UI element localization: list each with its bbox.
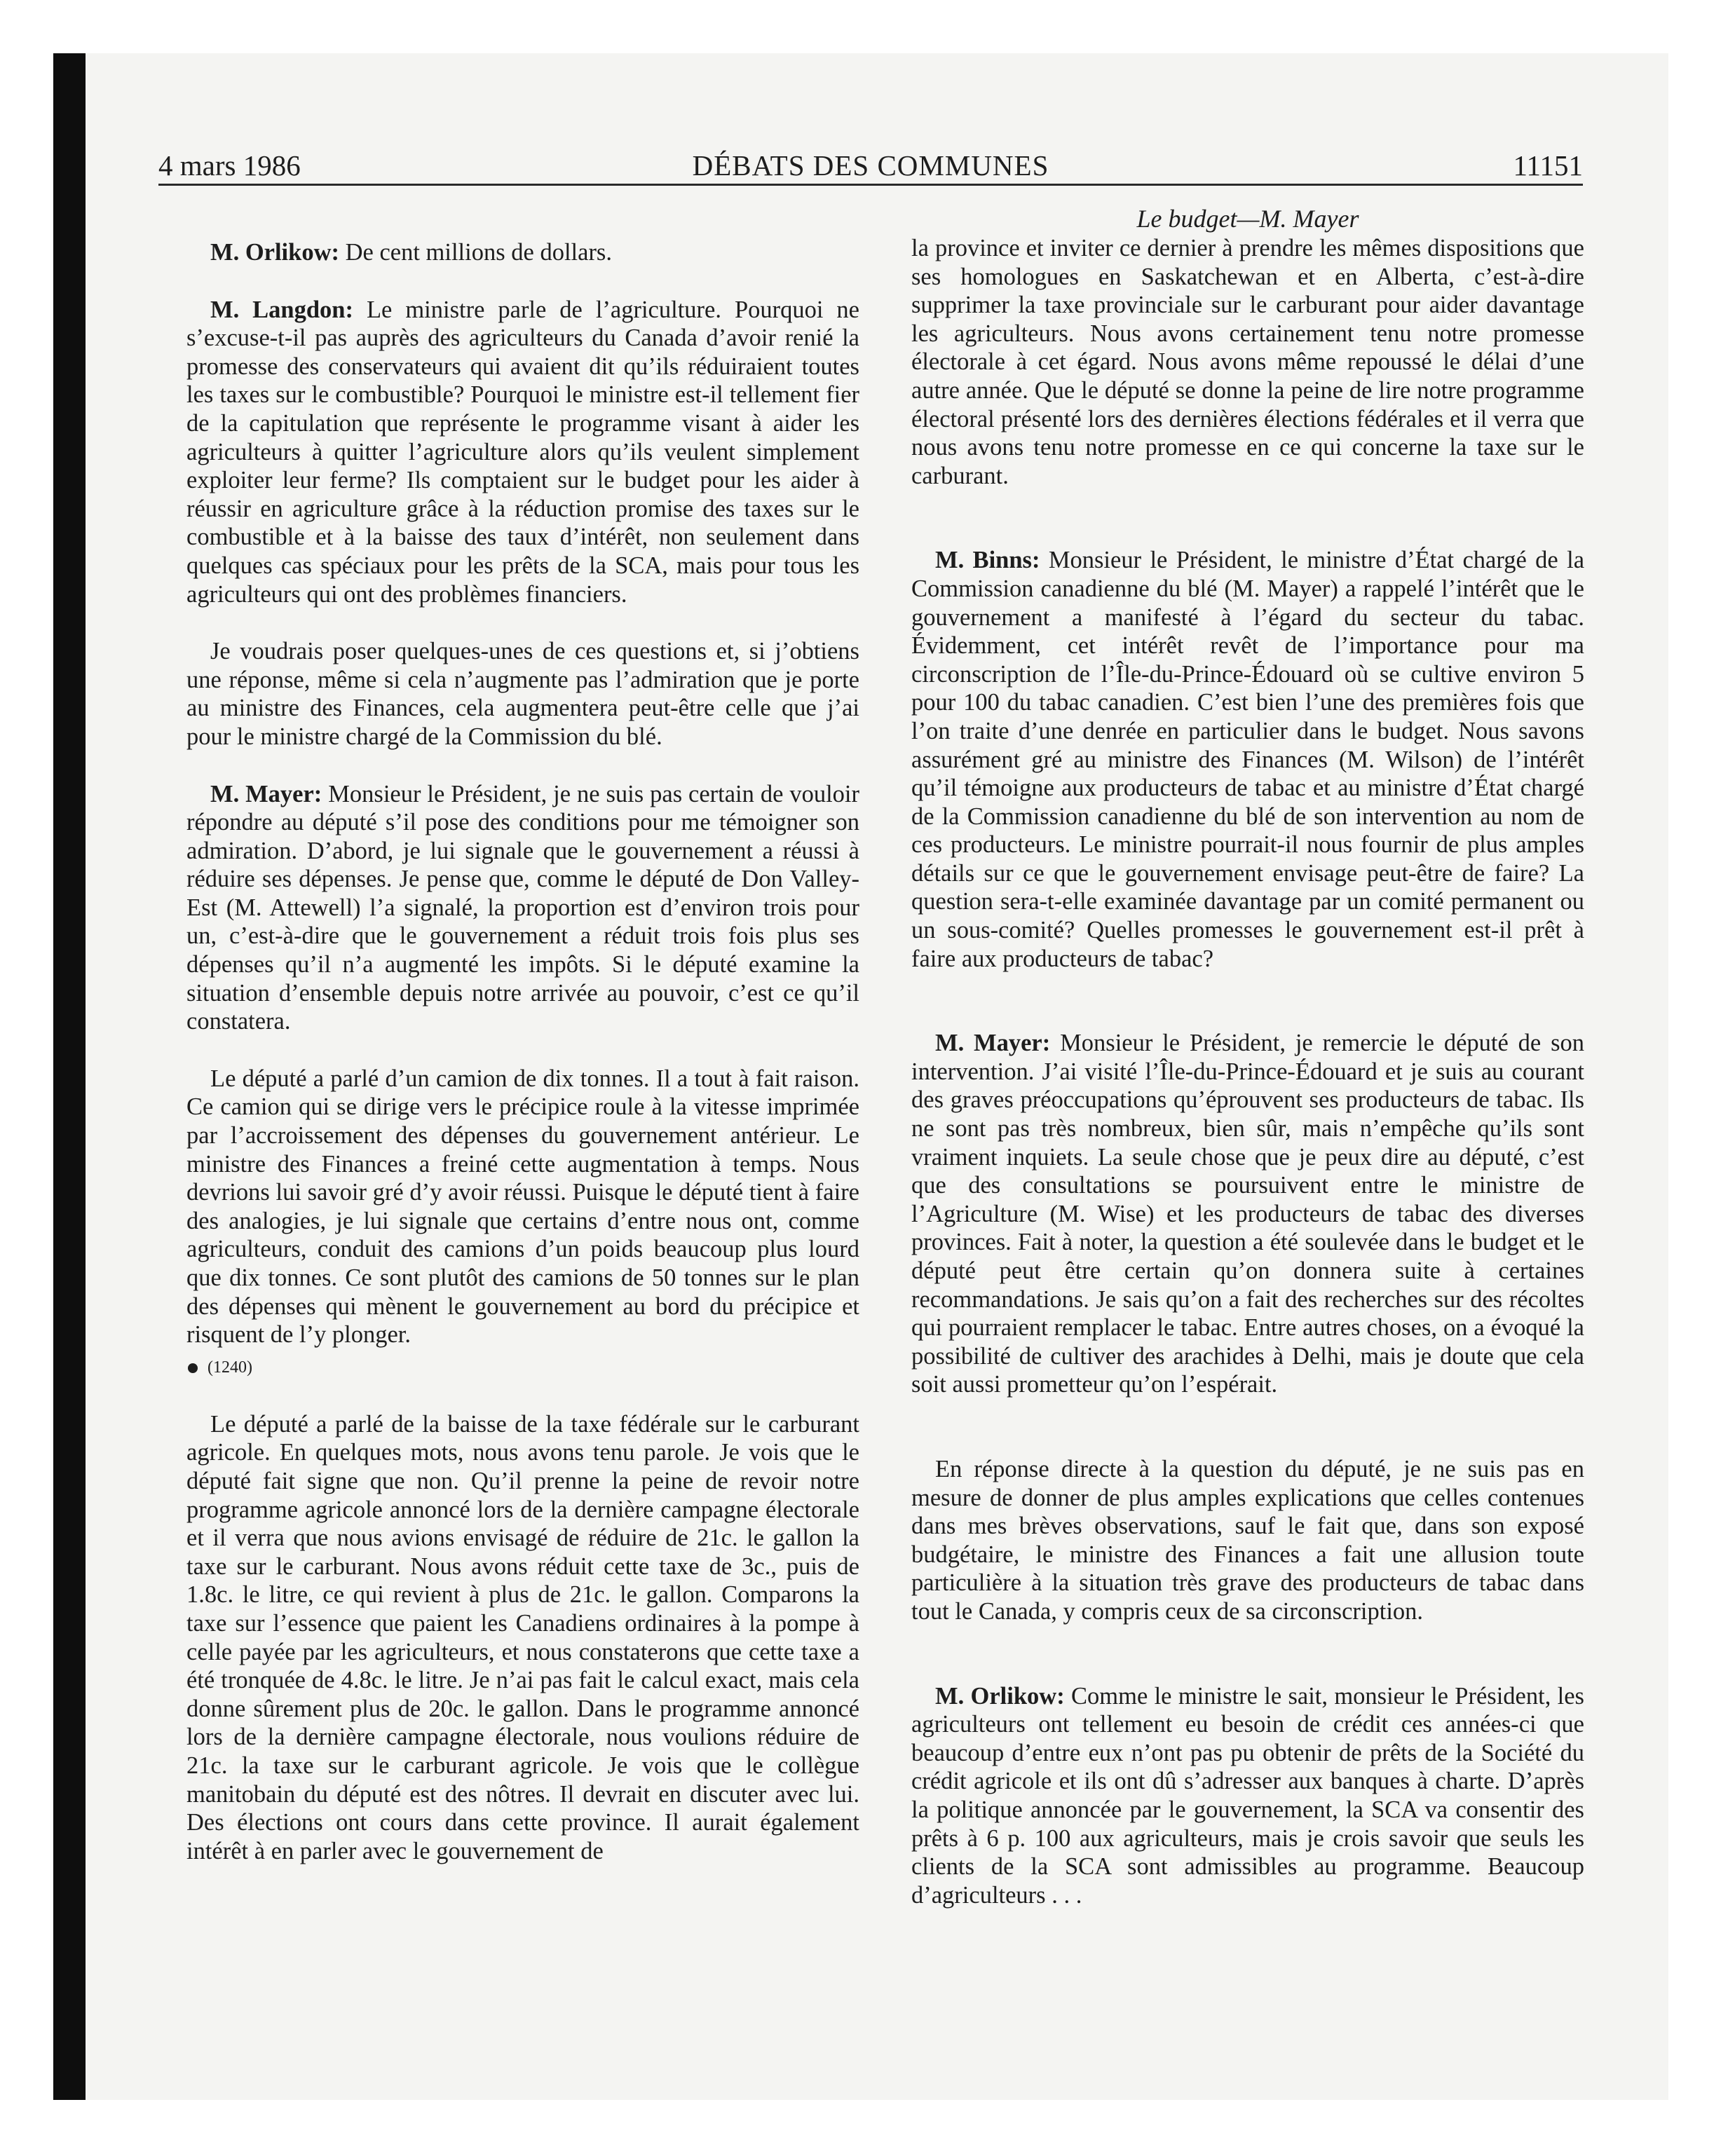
header-title: DÉBATS DES COMMUNES: [692, 149, 1049, 182]
paragraph: [911, 234, 1584, 490]
paragraph-text: Monsieur le Président, le ministre d’État chargé de la Commission canadienne du blé (M. Mayer) a rappelé l’intérêt que le gouvernement a manifesté à l’égard du secteur du tabac. Évidemment, cet intérêt revêt de l’importance pour ma circonscription de l’Île-du-Prince-Édouard où se cultive environ 5 pour 100 du tabac canadien. C’est bien l’une des premières fois que l’on traite d’une denrée en particulier dans le budget. Nous savons assurément gré au ministre des Finances (M. Wilson) de l’intérêt qu’il témoigne aux producteurs de tabac et au ministre d’État chargé de la Commission canadienne du blé de son intervention au nom de ces producteurs. Le ministre pourrait-il nous fournir de plus amples détails sur ce que le gouvernement envisage peut-être de faire? La question sera-t-elle examinée davantage par un comité permanent ou un sous-comité? Quelles promesses le gouvernement est-il prêt à faire aux producteurs de tabac?: [911, 547, 1585, 972]
paragraph: [186, 780, 859, 1036]
paragraph: [186, 238, 859, 267]
speaker-name: M. Mayer:: [210, 780, 322, 807]
paragraph: [186, 296, 859, 609]
paragraph-text: Comme le ministre le sait, monsieur le Président, les agriculteurs ont tellement eu besoin de crédit ces années-ci que beaucoup d’entre eux n’ont pas pu obtenir de prêts de la Société du crédit agricole et ils ont dû s’adresser aux banques à charte. D’après la politique annoncée par le gouvernement, la SCA va consentir des prêts à 6 p. 100 aux agriculteurs, mais je crois savoir que seuls les clients de la SCA sont admissibles au programme. Beaucoup d’agriculteurs . . .: [911, 1682, 1584, 1909]
header-date: 4 mars 1986: [158, 149, 301, 182]
paragraph: [911, 1682, 1584, 1910]
paragraph-text: Je voudrais poser quelques-unes de ces questions et, si j’obtiens une réponse, même si cela n’augmente pas l’admiration que je porte au ministre des Finances, cela augmentera peut-être celle que j’ai pour le ministre chargé de la Commission du blé.: [186, 638, 859, 750]
left-column: [186, 238, 859, 1865]
paragraph-text: Le député a parlé d’un camion de dix tonnes. Il a tout à fait raison. Ce camion qui se dirige vers le précipice roule à la vitesse imprimée par l’accroissement des dépenses du gouvernement antérieur. Le ministre des Finances a freiné cette augmentation à temps. Nous devrions lui savoir gré d’y avoir réussi. Puisque le député tient à faire des analogies, je lui signale que certains d’entre nous ont, comme agriculteurs, conduit des camions d’un poids beaucoup plus lourd que dix tonnes. Ce sont plutôt des camions de 50 tonnes sur le plan des dépenses qui mènent le gouvernement au bord du précipice et risquent de l’y plonger.: [186, 1065, 859, 1349]
paragraph-text: Le député a parlé de la baisse de la taxe fédérale sur le carburant agricole. En quelques mots, nous avons tenu parole. Je vois que le député fait signe que non. Qu’il prenne la peine de revoir notre programme agricole annoncé lors de la dernière campagne électorale et il verra que nous avions envisagé de réduire de 21c. le gallon la taxe sur le carburant. Nous avons réduit cette taxe de 3c., puis de 1.8c. le litre, ce qui revient à plus de 21c. le gallon. Comparons la taxe sur l’essence que paient les Canadiens ordinaires à la pompe à celle payée par les agriculteurs, et nous constaterons que cette taxe a été tronquée de 4.8c. le litre. Je n’ai pas fait le calcul exact, mais cela donne sûrement plus de 20c. le gallon. Dans le programme annoncé lors de la dernière campagne électorale, nous voulions réduire de 21c. la taxe sur le carburant agricole. Je vois que le collègue manitobain du député est des nôtres. Il devrait en discuter avec lui. Des élections ont cours dans cette province. Il aurait également intérêt à en parler avec le gouvernement de: [186, 1410, 859, 1864]
section-heading: Le budget—M. Mayer: [1136, 205, 1359, 233]
paragraph-text: Monsieur le Président, je ne suis pas certain de vouloir répondre au député s’il pose des conditions pour me témoigner son admiration. D’abord, je lui signale que le gouvernement a réussi à réduire ses dépenses. Je pense que, comme le député de Don Valley-Est (M. Attewell) l’a signalé, la proportion est d’environ trois pour un, c’est-à-dire que le gouvernement a réduit trois fois plus ses dépenses qu’il n’a augmenté les impôts. Si le député examine la situation d’ensemble depuis notre arrivée au pouvoir, c’est ce qu’il constatera.: [186, 780, 859, 1035]
paragraph-text: Le ministre parle de l’agriculture. Pourquoi ne s’excuse-t-il pas auprès des agriculteurs du Canada d’avoir renié la promesse des conservateurs qui avaient dit qu’ils réduiraient toutes les taxes sur le combustible? Pourquoi le ministre est-il tellement fier de la capitulation que représente le programme visant à aider les agriculteurs à quitter l’agriculture alors qu’ils veulent simplement exploiter leur ferme? Ils comptaient sur le budget pour les aider à réussir en agriculture grâce à la réduction promise des taxes sur le combustible et à la baisse des taux d’intérêt, non seulement dans quelques cas spéciaux pour les prêts de la SCA, mais pour tous les agriculteurs qui ont des problèmes financiers.: [186, 296, 859, 608]
paragraph: [911, 1455, 1584, 1626]
right-column: [911, 203, 1584, 1909]
paragraph: [186, 1410, 859, 1866]
paragraph: [186, 637, 859, 751]
paragraph: [911, 546, 1584, 973]
page-number: 11151: [1513, 149, 1583, 182]
time-marker-text: (1240): [207, 1358, 252, 1377]
time-marker: [186, 1353, 859, 1381]
paragraph-text: De cent millions de dollars.: [339, 239, 612, 266]
running-head: [158, 149, 1583, 182]
paragraph-text: la province et inviter ce dernier à prendre les mêmes dispositions que ses homologues en Saskatchewan et en Alberta, c’est-à-dire supprimer la taxe provinciale sur le carburant pour aider davantage les agriculteurs. Nous avons certainement tenu notre promesse électorale à cet égard. Nous avons même repoussé le délai d’une autre année. Que le député se donne la peine de lire notre programme électoral présenté lors des dernières élections fédérales et il verra que nous avons tenu notre promesse en ce qui concerne la taxe sur le carburant.: [911, 235, 1584, 489]
speaker-name: M. Mayer:: [935, 1030, 1051, 1057]
speaker-name: M. Orlikow:: [935, 1682, 1065, 1710]
paragraph: [186, 1065, 859, 1349]
paragraph-text: En réponse directe à la question du député, je ne suis pas en mesure de donner de plus amples explications que celles contenues dans mes brèves observations, sauf le fait que, dans son exposé budgétaire, le ministre des Finances a fait une allusion toute particulière à la situation très grave des producteurs de tabac dans tout le Canada, y compris ceux de sa circonscription.: [911, 1455, 1584, 1625]
speaker-name: M. Binns:: [935, 547, 1040, 574]
bullet-icon: [188, 1363, 198, 1373]
paragraph: [911, 1029, 1584, 1399]
speaker-name: M. Orlikow:: [210, 239, 339, 266]
header-rule: [158, 184, 1583, 186]
scan-edge: [53, 53, 86, 2100]
paragraph-text: Monsieur le Président, je remercie le député de son intervention. J’ai visité l’Île-du-Prince-Édouard et je suis au courant des graves préoccupations qu’éprouvent ses producteurs de tabac. Ils ne sont pas très nombreux, bien sûr, mais n’empêche qu’ils sont vraiment inquiets. La seule chose que je peux dire au député, c’est que des consultations se poursuivent entre le ministre de l’Agriculture (M. Wise) et les producteurs de tabac des diverses provinces. Fait à noter, la question a été soulevée dans le budget et le député peut être certain qu’on donnera suite à certaines recommandations. Je sais qu’on a fait des recherches sur des récoltes qui pourraient remplacer le tabac. Entre autres choses, on a évoqué la possibilité de cultiver des arachides à Delhi, mais je doute que cela soit aussi prometteur qu’on l’espérait.: [911, 1030, 1584, 1398]
speaker-name: M. Langdon:: [210, 296, 353, 323]
